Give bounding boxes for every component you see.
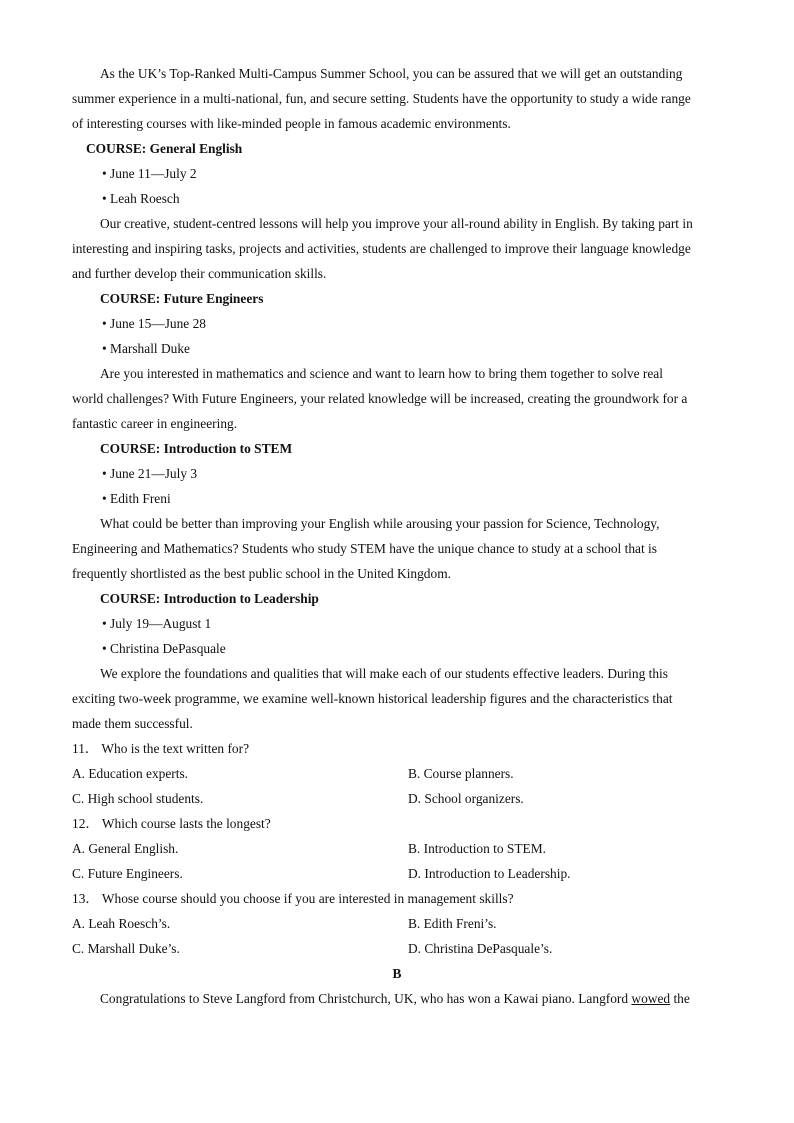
course-desc-line: Our creative, student-centred lessons will help you improve your all-round ability in English. By taking part in	[100, 216, 693, 231]
question-11-option-d: D. School organizers.	[408, 791, 524, 806]
question-13-option-a: A. Leah Roesch’s.	[72, 916, 171, 931]
intro-line-1: As the UK’s Top-Ranked Multi-Campus Summer School, you can be assured that we will get an outstanding	[100, 66, 683, 81]
course-desc-line: frequently shortlisted as the best public school in the United Kingdom.	[72, 566, 451, 581]
course-heading-future-engineers: COURSE: Future Engineers	[100, 291, 264, 306]
section-b-text-end: the	[670, 991, 690, 1006]
intro-line-3: of interesting courses with like-minded people in famous academic environments.	[72, 116, 511, 131]
course-desc-line: We explore the foundations and qualities that will make each of our students effective leaders. During this	[100, 666, 668, 681]
question-11-stem: 11． Who is the text written for?	[72, 741, 250, 756]
course-teacher: • Marshall Duke	[102, 341, 190, 356]
course-teacher: • Leah Roesch	[102, 191, 180, 206]
question-12-option-b: B. Introduction to STEM.	[408, 841, 546, 856]
course-date: • June 11—July 2	[102, 166, 197, 181]
course-date: • June 21—July 3	[102, 466, 198, 481]
course-desc-line: exciting two-week programme, we examine well-known historical leadership figures and the characteristics that	[72, 691, 673, 706]
section-b-label: B	[392, 966, 402, 981]
question-13-option-c: C. Marshall Duke’s.	[72, 941, 180, 956]
course-desc-line: fantastic career in engineering.	[72, 416, 238, 431]
question-13-option-b: B. Edith Freni’s.	[408, 916, 497, 931]
course-desc-line: What could be better than improving your English while arousing your passion for Science, Technology,	[100, 516, 660, 531]
course-heading-general-english: COURSE: General English	[86, 141, 243, 156]
course-heading-intro-leadership: COURSE: Introduction to Leadership	[100, 591, 319, 606]
course-date: • June 15—June 28	[102, 316, 206, 331]
question-11-option-a: A. Education experts.	[72, 766, 189, 781]
section-b-first-line	[100, 986, 760, 1011]
course-heading-intro-stem: COURSE: Introduction to STEM	[100, 441, 293, 456]
question-12-stem: 12． Which course lasts the longest?	[72, 816, 271, 831]
question-13-stem: 13． Whose course should you choose if you are interested in management skills?	[72, 891, 514, 906]
course-desc-line: Are you interested in mathematics and science and want to learn how to bring them together to solve real	[100, 366, 663, 381]
question-12-option-d: D. Introduction to Leadership.	[408, 866, 571, 881]
intro-line-2: summer experience in a multi-national, fun, and secure setting. Students have the opportunity to study a wide range	[72, 91, 691, 106]
question-12-option-a: A. General English.	[72, 841, 179, 856]
course-desc-line: world challenges? With Future Engineers, your related knowledge will be increased, creating the groundwork for a	[72, 391, 688, 406]
course-desc-line: and further develop their communication skills.	[72, 266, 327, 281]
underlined-word: wowed	[631, 991, 671, 1006]
course-desc-line: made them successful.	[72, 716, 193, 731]
question-11-option-b: B. Course planners.	[408, 766, 514, 781]
course-date: • July 19—August 1	[102, 616, 212, 631]
course-desc-line: Engineering and Mathematics? Students who study STEM have the unique chance to study at a school that is	[72, 541, 657, 556]
question-11-option-c: C. High school students.	[72, 791, 204, 806]
section-b-text-start: Congratulations to Steve Langford from Christchurch, UK, who has won a Kawai piano. Langford	[100, 991, 632, 1006]
course-teacher: • Christina DePasquale	[102, 641, 226, 656]
course-teacher: • Edith Freni	[102, 491, 171, 506]
course-desc-line: interesting and inspiring tasks, projects and activities, students are challenged to improve their language knowledge	[72, 241, 691, 256]
question-13-option-d: D. Christina DePasquale’s.	[408, 941, 553, 956]
question-12-option-c: C. Future Engineers.	[72, 866, 183, 881]
